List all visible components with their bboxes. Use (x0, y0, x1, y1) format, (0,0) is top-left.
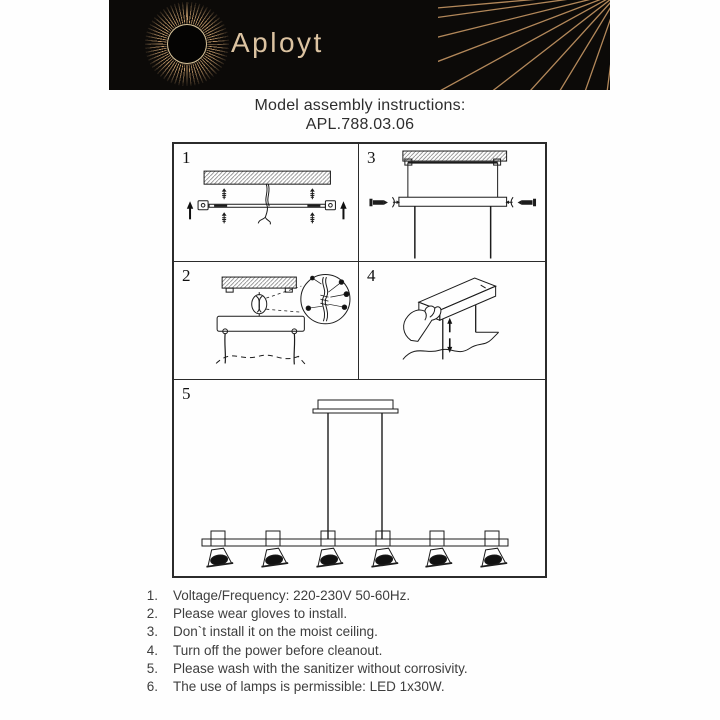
note-row (132, 660, 468, 678)
step-number: 1 (182, 148, 191, 167)
step-3-diagram (359, 144, 545, 261)
note-row (132, 605, 468, 623)
step-number: 4 (367, 266, 376, 285)
note-row (132, 642, 468, 660)
step-panel-2 (174, 262, 359, 380)
ceiling-plate (313, 400, 398, 413)
note-number: 3. (146, 624, 158, 640)
note-number: 2. (146, 606, 158, 622)
note-number: 5. (146, 660, 158, 676)
spotlight (369, 531, 398, 567)
notes-list (132, 587, 468, 696)
note-text: Please wash with the sanitizer without corrosivity. (173, 660, 468, 676)
note-number: 1. (146, 588, 158, 603)
side-screw-icon (369, 197, 536, 207)
brand-name: Aployt (231, 27, 324, 58)
step-4-diagram (359, 262, 545, 379)
step-panel-3 (359, 144, 545, 262)
note-number: 6. (146, 679, 158, 695)
canopy-box (217, 316, 304, 333)
model-number: APL.788.03.06 (305, 116, 415, 133)
adjust-arrows-icon (447, 318, 452, 353)
spotlight (423, 531, 452, 567)
note-text: Voltage/Frequency: 220-230V 50-60Hz. (173, 588, 411, 603)
step-panel-5 (174, 380, 545, 576)
hanging-cable (216, 333, 305, 364)
suspension-rod (415, 206, 491, 258)
step-number: 5 (182, 384, 191, 403)
note-row (132, 587, 468, 605)
step-panel-1 (174, 144, 359, 262)
note-text: Don`t install it on the moist ceiling. (173, 624, 378, 640)
note-row (132, 623, 468, 641)
note-text: Turn off the power before cleanout. (173, 642, 383, 658)
header-band (109, 0, 610, 90)
step-panel-4 (359, 262, 545, 380)
note-text: The use of lamps is permissible: LED 1x30W. (173, 679, 445, 695)
wire-connector (252, 286, 302, 316)
suspension-wire (328, 413, 382, 539)
step-1-diagram (174, 144, 358, 261)
instructions-box (172, 142, 547, 578)
sunburst-logo-icon (145, 2, 229, 86)
note-text: Please wear gloves to install. (173, 606, 348, 622)
rays-decoration-icon (438, 0, 610, 90)
canopy-plate (399, 197, 507, 206)
step-number: 2 (182, 266, 191, 285)
ceiling-slab (403, 151, 507, 161)
spotlight (259, 531, 288, 567)
note-row (132, 678, 468, 696)
step-number: 3 (367, 148, 376, 167)
title-line: Model assembly instructions: (254, 97, 466, 114)
page-title (0, 96, 720, 134)
step-2-diagram (174, 262, 358, 379)
spotlight (478, 531, 507, 567)
note-number: 4. (146, 642, 158, 658)
ceiling-slab (222, 277, 296, 292)
magnifier-detail (301, 275, 350, 324)
light-bar (202, 539, 508, 546)
spotlight (204, 531, 233, 567)
ceiling-slab (204, 171, 330, 184)
step-5-diagram (174, 380, 545, 576)
hand-icon (404, 306, 441, 341)
canopy-sides (405, 159, 501, 197)
